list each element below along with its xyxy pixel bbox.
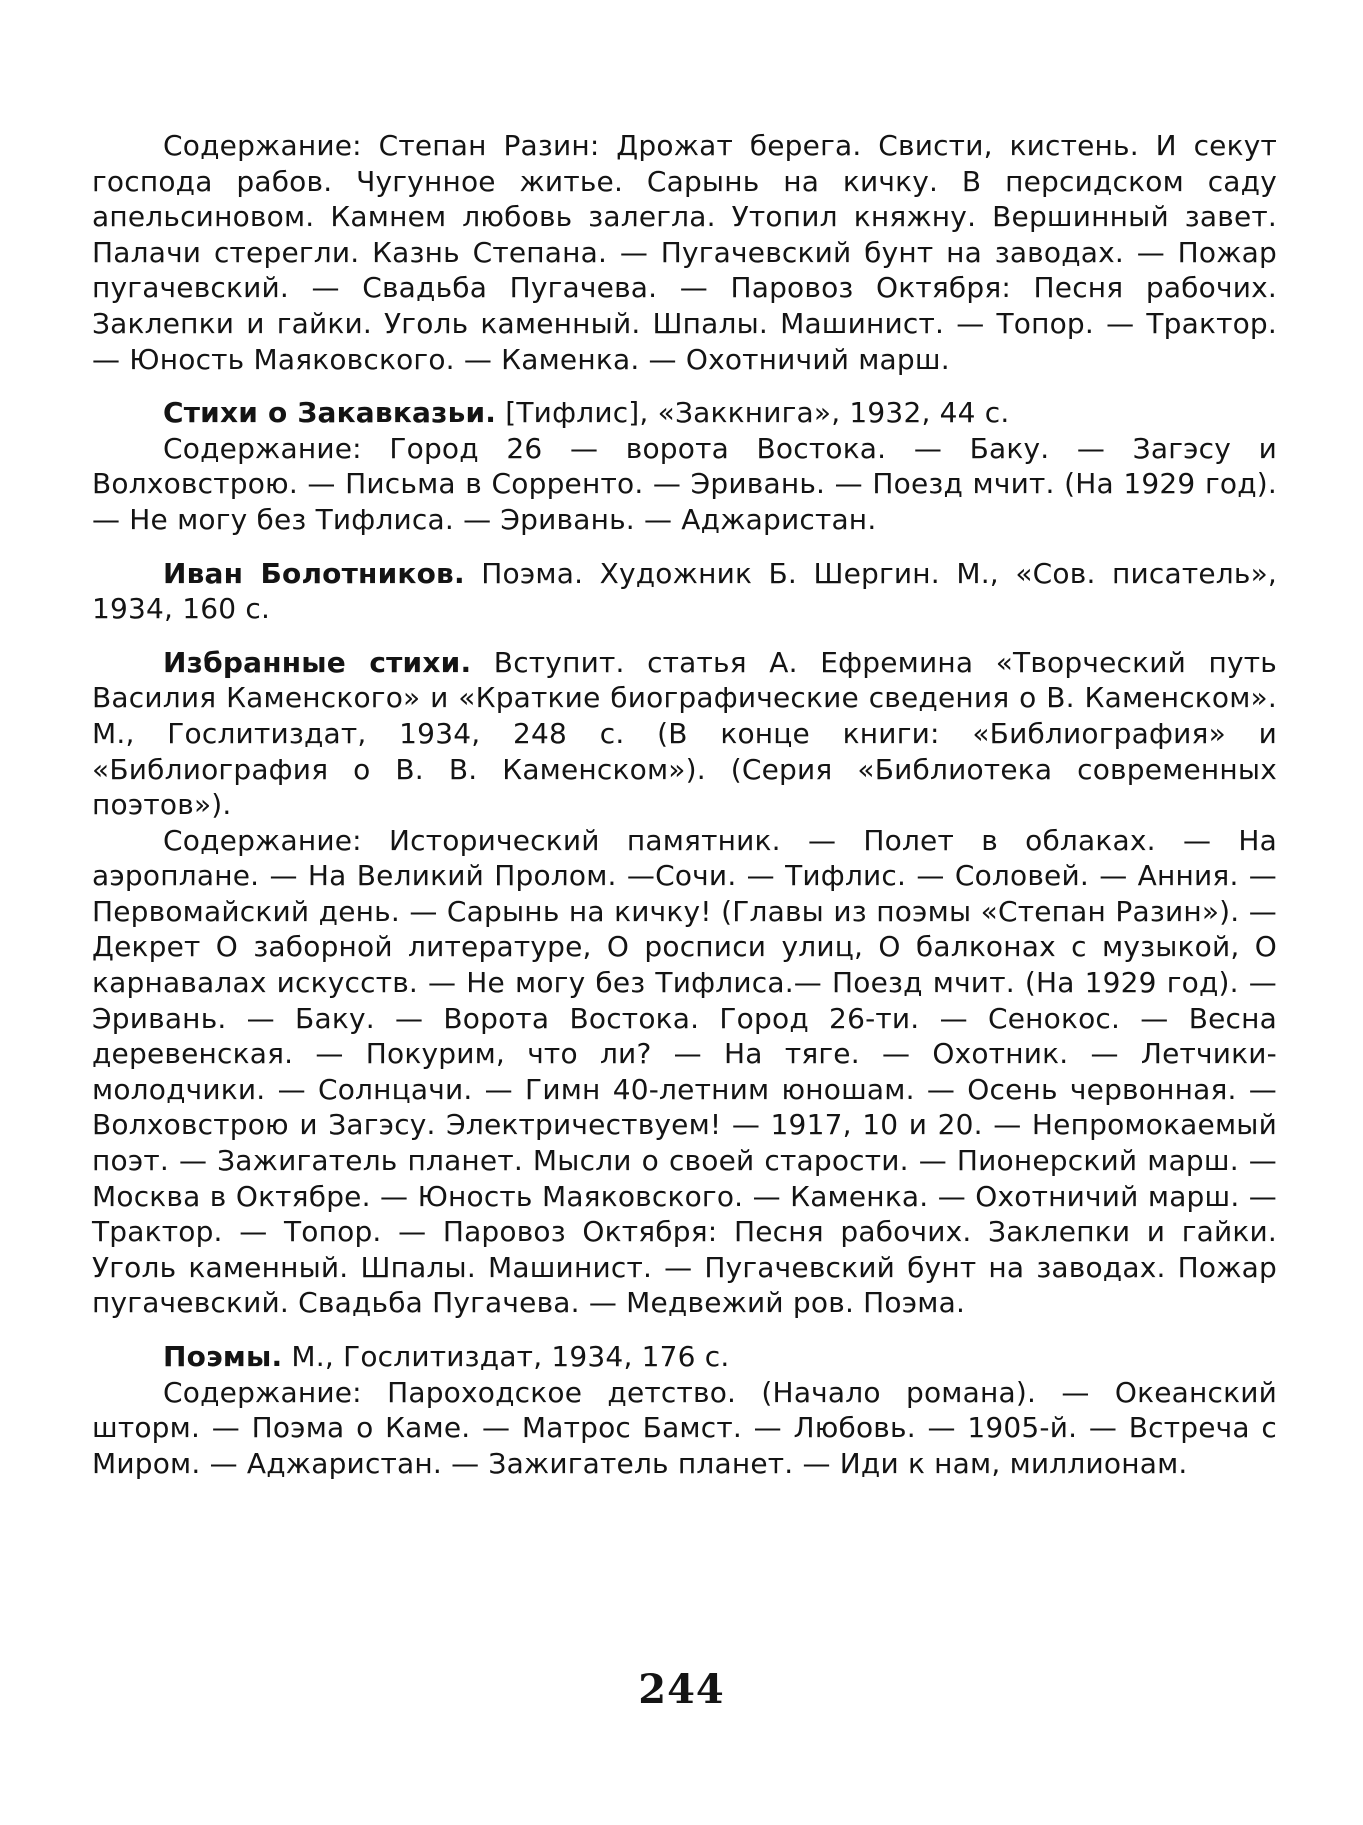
entry-title: Избранные стихи.: [163, 645, 472, 679]
contents-paragraph-zakavkazi: [92, 431, 1277, 538]
entry-details: Поэма. Художник Б. Шергин. М., «Сов. писатель», 1934, 160 с.: [92, 556, 1278, 626]
entry-title: Поэмы.: [163, 1340, 283, 1373]
page-number: 244: [638, 1666, 725, 1713]
contents-paragraph-izbrannye: [92, 823, 1277, 1321]
entry-details: М., Гослитиздат, 1934, 176 с.: [282, 1340, 730, 1373]
entry-title: Иван Болотников.: [163, 556, 465, 590]
entry-title: Стихи о Закавказьи.: [163, 396, 497, 430]
book-page-text: [92, 128, 1277, 1481]
paragraph-text: Содержание: Исторический памятник. — Полет в облаках. — На аэроплане. — На Великий Пролом. —Сочи. — Тифлис. — Соловей. — Анния. — Первомайский день. — Сарынь на кичку! (Главы из поэмы «Степан Разин»). — Декрет О заборной литературе, О росписи улиц, О балконах с музыкой, О карнавалах искусств. — Не могу без Тифлиса.— Поезд мчит. (На 1929 год). — Эривань. — Баку. — Ворота Востока. Город 26-ти. — Сенокос. — Весна деревенская. — Покурим, что ли? — На тяге. — Охотник. — Летчики-молодчики. — Солнцачи. — Гимн 40-летним юношам. — Осень червонная. — Волховстрою и Загэсу. Электричествуем! — 1917, 10 и 20. — Непромокаемый поэт. — Зажигатель планет. Мысли о своей старости. — Пионерский марш. — Москва в Октябре. — Юность Маяковского. — Каменка. — Охотничий марш. — Трактор. — Топор. — Паровоз Октября: Песня рабочих. Заклепки и гайки. Уголь каменный. Шпалы. Машинист. — Пугачевский бунт на заводах. Пожар пугачевский. Свадьба Пугачева. — Медвежий ров. Поэма.: [92, 823, 1277, 1320]
entry-poemy: [92, 1339, 1277, 1375]
entry-details: [Тифлис], «Заккнига», 1932, 44 с.: [496, 396, 1010, 430]
paragraph-text: Содержание: Город 26 — ворота Востока. — Баку. — Загэсу и Волховстрою. — Письма в Сорренто. — Эривань. — Поезд мчит. (На 1929 год). — Не могу без Тифлиса. — Эривань. — Аджаристан.: [92, 431, 1277, 536]
paragraph-text: Содержание: Пароходское детство. (Начало романа). — Океанский шторм. — Поэма о Каме. — Матрос Бамст. — Любовь. — 1905-й. — Встреча с Миром. — Аджаристан. — Зажигатель планет. — Иди к нам, миллионам.: [92, 1375, 1277, 1480]
entry-izbrannye-stikhi: [92, 645, 1277, 823]
entry-details: Вступит. статья А. Ефремина «Творческий путь Василия Каменского» и «Краткие биографические сведения о В. Каменском». М., Гослитиздат, 1934, 248 с. (В конце книги: «Библиография» и «Библиография о В. В. Каменском»). (Серия «Библиотека современных поэтов»).: [92, 645, 1277, 822]
entry-ivan-bolotnikov: [92, 556, 1277, 627]
contents-paragraph-razin: [92, 128, 1277, 377]
entry-stikhi-o-zakavkazi: [92, 395, 1277, 431]
contents-paragraph-poemy: [92, 1375, 1277, 1482]
paragraph-text: Содержание: Степан Разин: Дрожат берега. Свисти, кистень. И секут господа рабов. Чугунное житье. Сарынь на кичку. В персидском саду апельсиновом. Камнем любовь залегла. Утопил княжну. Вершинный завет. Палачи стерегли. Казнь Степана. — Пугачевский бунт на заводах. — Пожар пугачевский. — Свадьба Пугачева. — Паровоз Октября: Песня рабочих. Заклепки и гайки. Уголь каменный. Шпалы. Машинист. — Топор. — Трактор. — Юность Маяковского. — Каменка. — Охотничий марш.: [92, 129, 1277, 376]
